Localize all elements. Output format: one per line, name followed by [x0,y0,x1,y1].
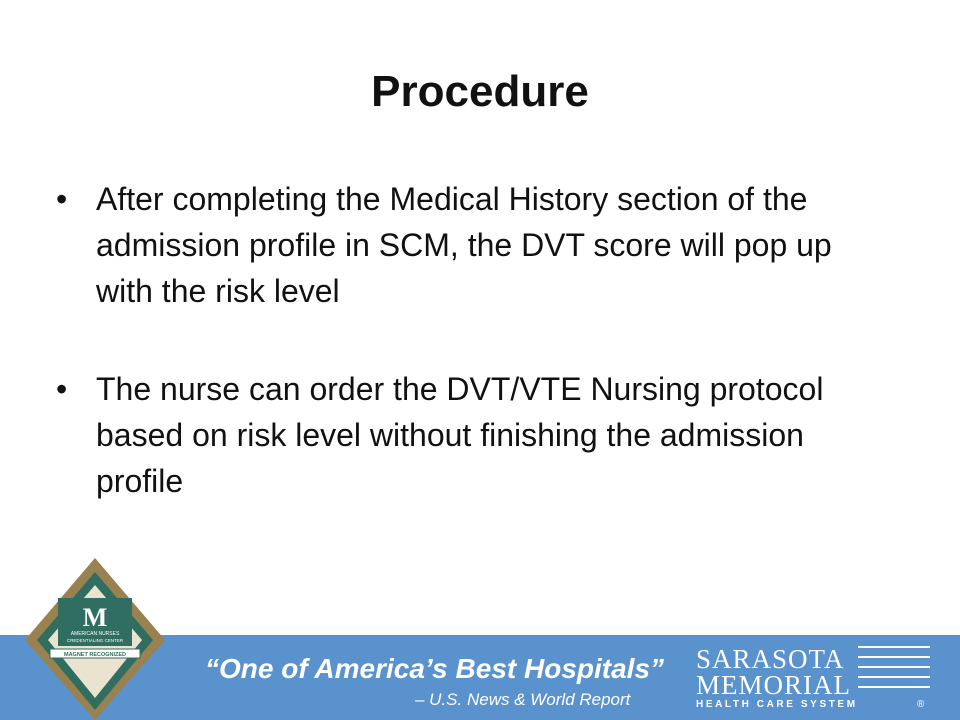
bullet-marker: • [56,181,68,217]
badge-line3: MAGNET RECOGNIZED [63,652,127,658]
magnet-badge-icon [0,0,200,720]
bullet-marker: • [56,371,68,407]
badge-line1: AMERICAN NURSES [70,631,120,637]
org-name-line2: MEMORIAL [696,670,851,700]
badge-letter: M [82,603,108,632]
slide-title: Procedure [371,67,589,116]
bullet-text: The nurse can order the DVT/VTE Nursing protocol based on risk level without finishing the admission profile [96,371,824,499]
org-rule-lines [858,646,930,696]
bullet-text: After completing the Medical History section of the admission profile in SCM, the DVT score will pop up with the risk level [96,181,832,309]
footer-source: – U.S. News & World Report [415,690,631,709]
footer-tagline: “One of America’s Best Hospitals” [205,653,665,684]
registered-mark: ® [917,699,925,710]
org-name-line1: SARASOTA [696,644,845,674]
org-subtitle: HEALTH CARE SYSTEM [696,699,858,710]
badge-line2: CREDENTIALING CENTER [66,638,124,643]
